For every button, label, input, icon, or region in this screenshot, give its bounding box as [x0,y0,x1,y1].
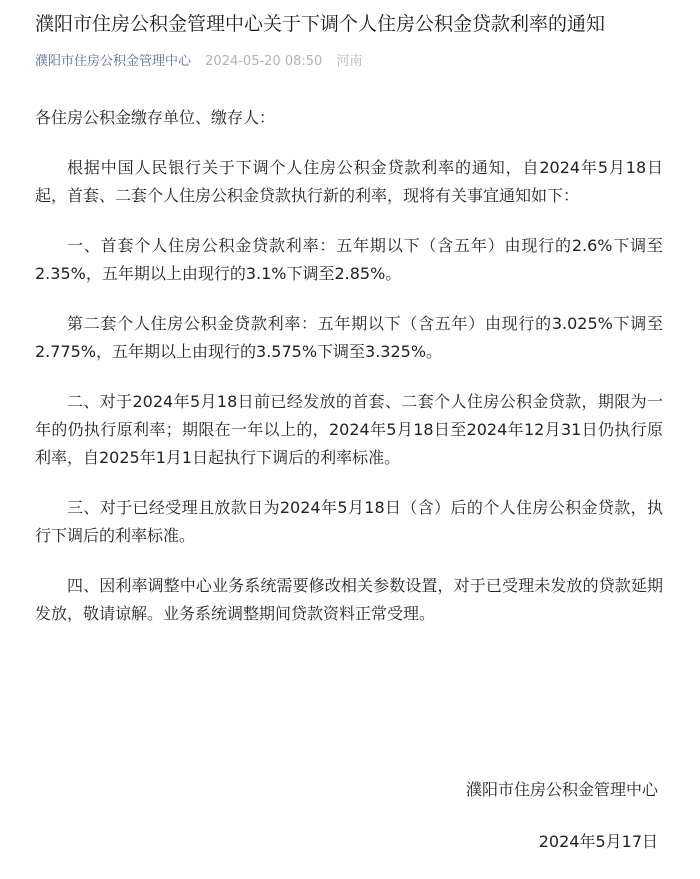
paragraph-existing-loans: 二、对于2024年5月18日前已经发放的首套、二套个人住房公积金贷款，期限为一年的仍执行原利率；期限在一年以上的，2024年5月18日至2024年12月31日仍执行原利率，自2025年1月1日起执行下调后的利率标准。 [35,392,663,467]
publish-time: 2024-05-20 08:50 [205,54,323,69]
paragraph-first-home-rate: 一、首套个人住房公积金贷款利率：五年期以下（含五年）由现行的2.6%下调至2.35%，五年期以上由现行的3.1%下调至2.85%。 [35,236,663,283]
article-meta [35,52,362,72]
article-body [35,104,663,650]
signature-organization: 濮阳市住房公积金管理中心 [465,780,658,799]
source-account-link[interactable]: 濮阳市住房公积金管理中心 [35,54,192,69]
article-title: 濮阳市住房公积金管理中心关于下调个人住房公积金贷款利率的通知 [35,13,606,35]
signature-date: 2024年5月17日 [538,832,658,851]
paragraph-intro: 根据中国人民银行关于下调个人住房公积金贷款利率的通知，自2024年5月18日起，首套、二套个人住房公积金贷款执行新的利率，现将有关事宜通知如下： [35,158,663,205]
greeting-line: 各住房公积金缴存单位、缴存人： [35,108,276,127]
paragraph-second-home-rate: 第二套个人住房公积金贷款利率：五年期以下（含五年）由现行的3.025%下调至2.775%，五年期以上由现行的3.575%下调至3.325%。 [35,314,663,361]
paragraph-accepted-loans: 三、对于已经受理且放款日为2024年5月18日（含）后的个人住房公积金贷款，执行下调后的利率标准。 [35,498,663,545]
publish-region: 河南 [336,54,363,69]
paragraph-system-adjustment: 四、因利率调整中心业务系统需要修改相关参数设置，对于已受理未发放的贷款延期发放，敬请谅解。业务系统调整期间贷款资料正常受理。 [35,576,663,623]
